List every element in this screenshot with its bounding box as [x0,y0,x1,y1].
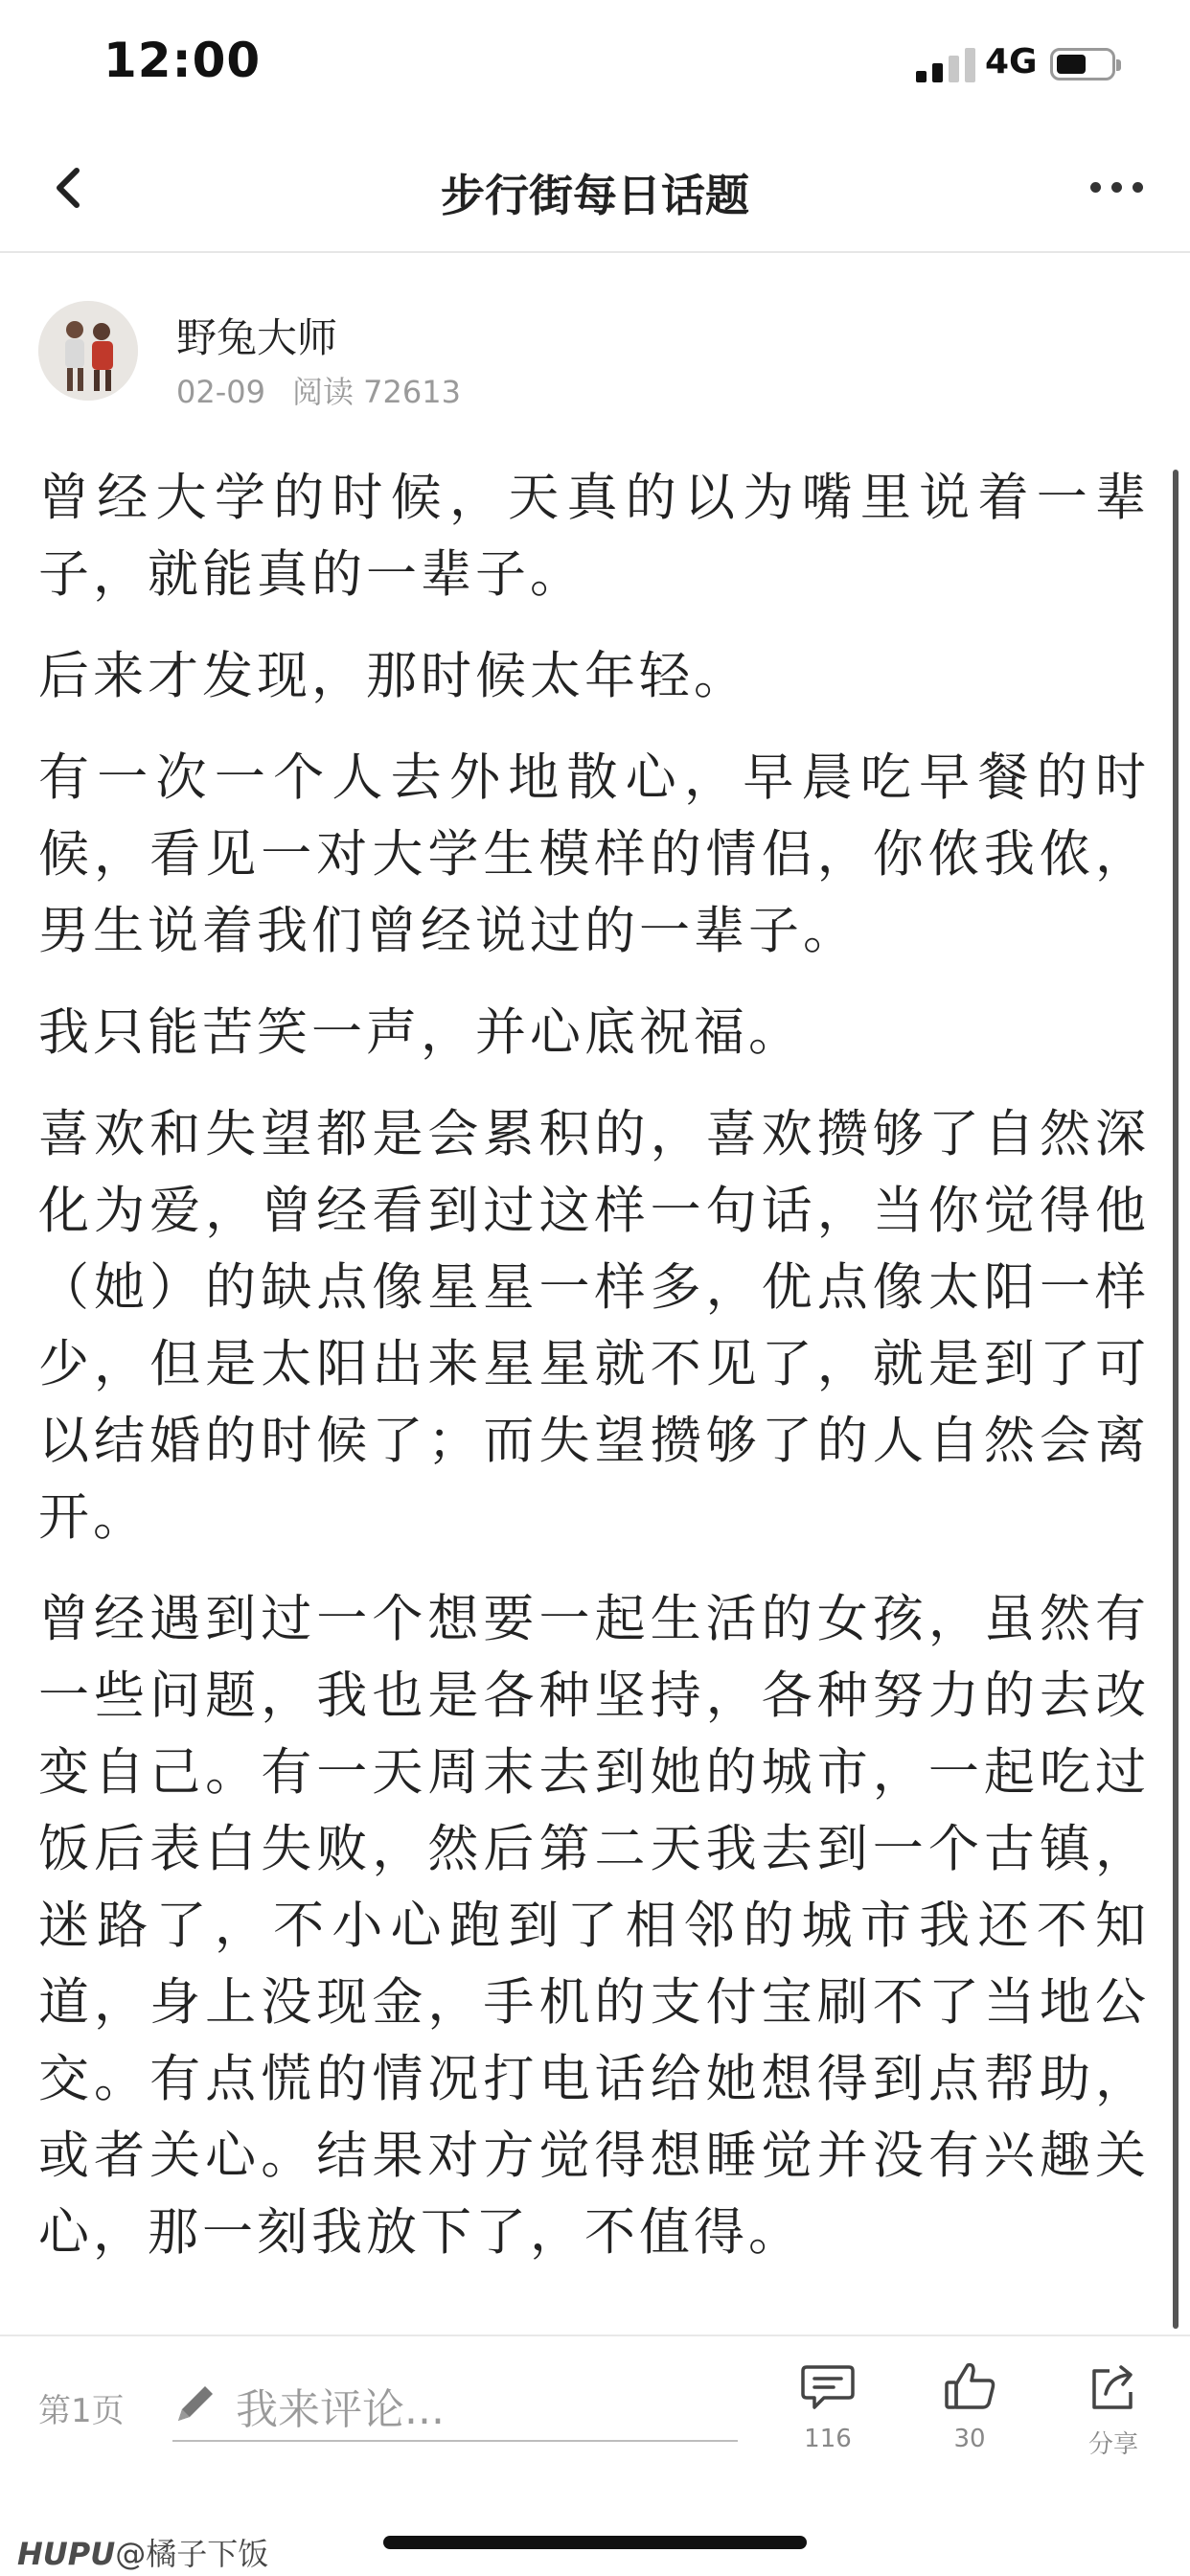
page-indicator[interactable]: 第1页 [38,2392,125,2430]
paragraph: 我只能苦笑一声，并心底祝福。 [38,1003,803,1062]
avatar[interactable] [38,301,138,401]
home-indicator[interactable] [383,2536,807,2549]
comment-icon [799,2358,857,2415]
author-name[interactable]: 野兔大师 [176,314,338,361]
read-count: 72613 [363,374,461,410]
comment-input-underline [172,2440,738,2442]
network-label: 4G [985,42,1038,81]
paragraph: 有一次一个人去外地散心，早晨吃早餐的时候，看见一对大学生模样的情侣，你侬我侬，男生说着我们曾经说过的一辈子。 [38,748,1150,960]
share-label: 分享 [1087,2430,1138,2459]
nav-bar [0,125,1190,253]
status-bar [0,0,1190,125]
paragraph: 喜欢和失望都是会累积的，喜欢攒够了自然深化为爱，曾经看到过这样一句话，当你觉得他（她）的缺点像星星一样多，优点像太阳一样少，但是太阳出来星星就不见了，就是到了可以结婚的时候了；而失望攒够了的人自然会离开。 [38,1105,1150,1547]
watermark [17,2530,268,2574]
pencil-icon [171,2379,220,2428]
comment-button[interactable] [780,2358,876,2453]
status-time: 12:00 [103,33,262,88]
watermark-handle: @橘子下饭 [115,2536,269,2572]
share-button[interactable] [1065,2358,1161,2460]
paragraph: 曾经遇到过一个想要一起生活的女孩，虽然有一些问题，我也是各种坚持，各种努力的去改变自己。有一天周末去到她的城市，一起吃过饭后表白失败，然后第二天我去到一个古镇，迷路了，不小心跑到了相邻的城市我还不知道，身上没现金，手机的支付宝刷不了当地公交。有点慌的情况打电话给她想得到点帮助，或者关心。结果对方觉得想睡觉并没有兴趣关心，那一刻我放下了，不值得。 [38,1590,1150,2262]
share-icon [1085,2358,1142,2415]
post-date: 02-09 [176,374,265,410]
like-button[interactable] [922,2358,1018,2453]
author-header [0,288,1190,422]
scrollbar[interactable] [1173,470,1179,2329]
more-icon[interactable] [1090,182,1148,196]
read-label: 阅读 [291,374,354,410]
post-meta [176,368,461,412]
comment-input[interactable]: 我来评论... [236,2385,445,2434]
signal-icon [916,46,977,82]
battery-icon [1050,48,1115,80]
paragraph: 曾经大学的时候，天真的以为嘴里说着一辈子，就能真的一辈子。 [38,469,1150,604]
page-title: 步行街每日话题 [441,170,749,221]
thumbs-up-icon [941,2358,998,2415]
like-count: 30 [953,2425,986,2453]
bottom-bar [0,2334,1190,2492]
paragraph: 后来才发现，那时候太年轻。 [38,647,748,705]
brand-logo: HUPU [17,2536,116,2572]
post-content [38,460,1150,2329]
comment-count: 116 [804,2425,852,2453]
